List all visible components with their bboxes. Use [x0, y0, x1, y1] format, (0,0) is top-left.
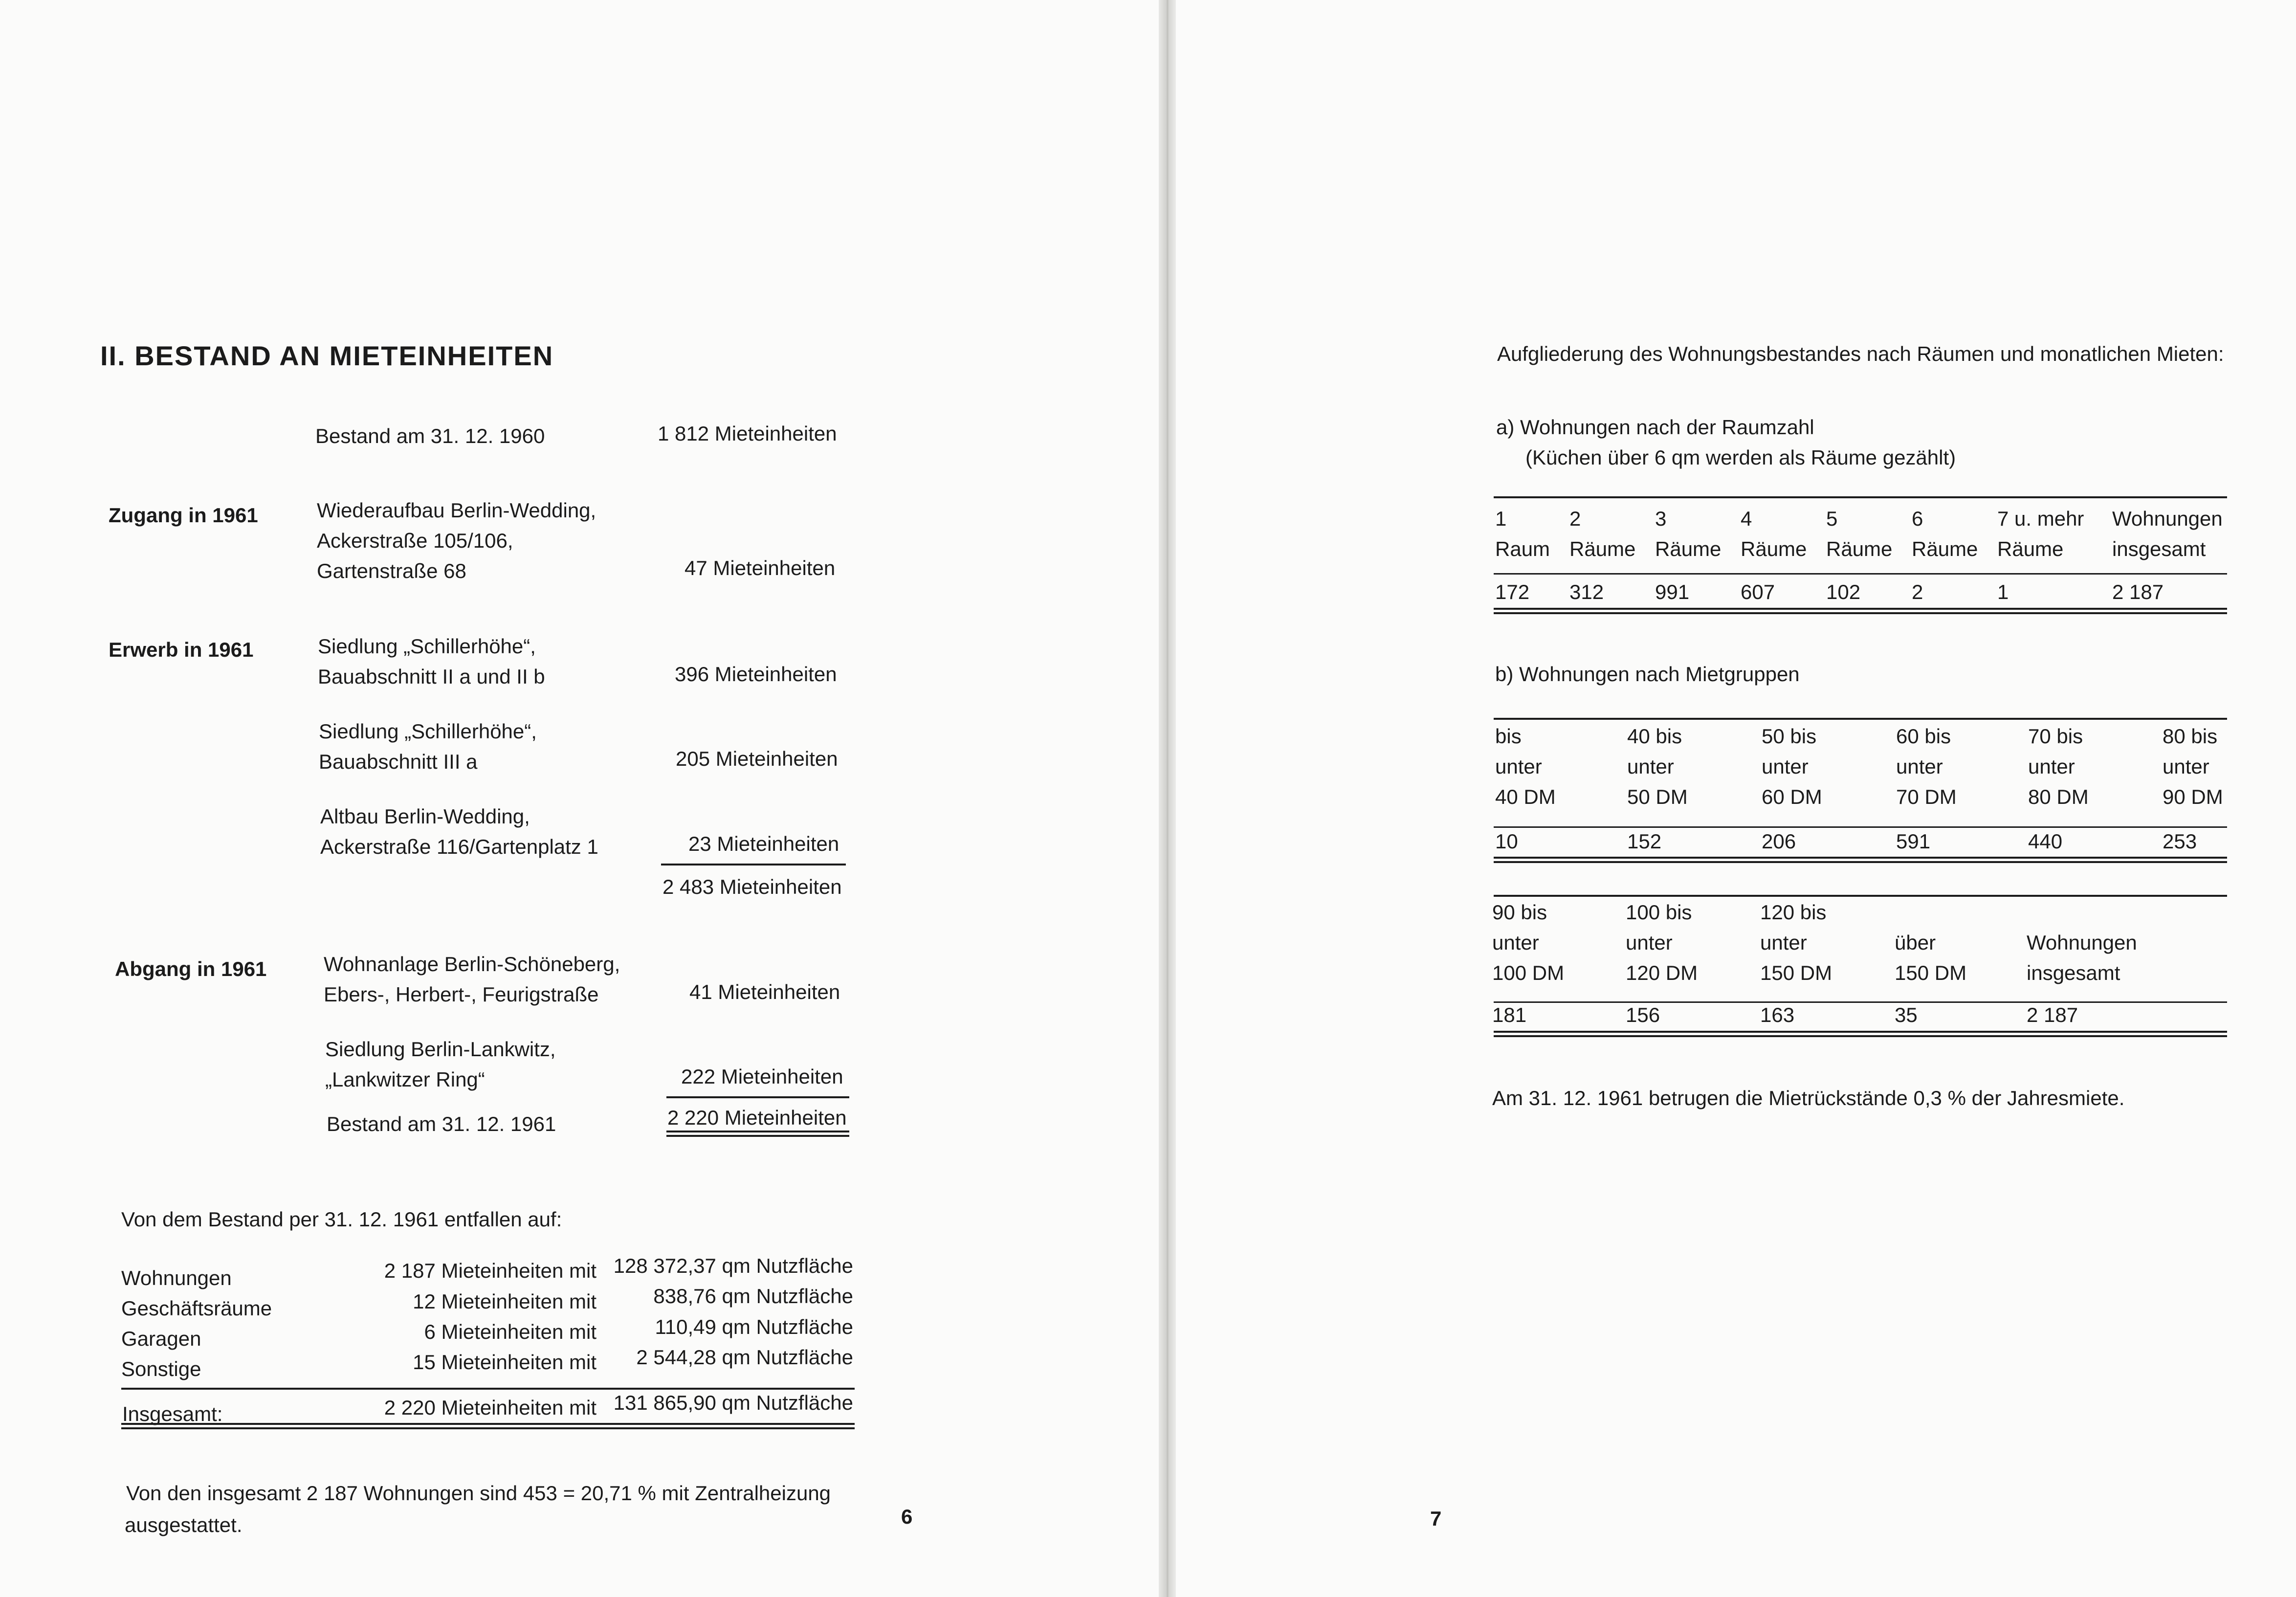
closing-balance-value: 2 220 Mieteinheiten [667, 1106, 847, 1129]
subtotal-rule [661, 864, 846, 865]
opening-balance-value: 1 812 Mieteinheiten [658, 422, 837, 445]
erwerb-item-2-line-2: Bauabschnitt III a [319, 750, 478, 773]
table-b2-mid-rule [1494, 1001, 2227, 1003]
table-b1-header: 40 bis unter 50 DM [1627, 725, 1688, 808]
table-b2-header: 120 bis unter 150 DM [1760, 901, 1832, 984]
breakdown-intro: Von dem Bestand per 31. 12. 1961 entfallen auf: [121, 1208, 562, 1231]
erwerb-item-3-line-2: Ackerstraße 116/Gartenplatz 1 [320, 835, 598, 858]
erwerb-item-1-line-1: Siedlung „Schillerhöhe“, [318, 635, 536, 658]
heating-note-line-2: ausgestattet. [125, 1513, 243, 1536]
erwerb-item-2-line-1: Siedlung „Schillerhöhe“, [319, 720, 537, 743]
table-a-value: 607 [1741, 580, 1775, 603]
zugang-value: 47 Mieteinheiten [684, 556, 836, 579]
table-b1-value: 591 [1896, 830, 1931, 853]
table-b1-value: 152 [1627, 830, 1662, 853]
table-a-value: 102 [1826, 580, 1861, 603]
total-top-rule [121, 1388, 855, 1390]
breakdown-units-wohnungen: 2 187 Mieteinheiten mit [384, 1259, 596, 1282]
total-double-rule [121, 1423, 855, 1429]
page-number-6: 6 [901, 1505, 913, 1528]
table-b1-header: 70 bis unter 80 DM [2028, 725, 2089, 808]
erwerb-item-3-value: 23 Mieteinheiten [688, 832, 839, 855]
table-b-title: b) Wohnungen nach Mietgruppen [1495, 663, 1800, 686]
table-b1-value: 10 [1495, 830, 1518, 853]
table-a-header: 6 Räume [1912, 507, 1978, 560]
total-label: Insgesamt: [122, 1402, 223, 1425]
heating-note-line-1: Von den insgesamt 2 187 Wohnungen sind 453 = 20,71 % mit Zentralheizung [126, 1482, 831, 1505]
zugang-line-3: Gartenstraße 68 [317, 559, 466, 582]
table-a-value: 312 [1569, 580, 1604, 603]
table-a-header: 2 Räume [1569, 507, 1636, 560]
total-area: 131 865,90 qm Nutzfläche [613, 1391, 853, 1414]
table-b1-mid-rule [1494, 826, 2227, 828]
right-page [1176, 0, 2296, 1597]
abgang-item-1-value: 41 Mieteinheiten [689, 980, 840, 1003]
abgang-item-2-value: 222 Mieteinheiten [681, 1065, 843, 1088]
table-b2-header: über 150 DM [1895, 931, 1967, 984]
table-b1-double-rule [1494, 857, 2227, 863]
table-b1-value: 253 [2163, 830, 2197, 853]
table-b1-header: bis unter 40 DM [1495, 725, 1556, 808]
table-b2-value: 181 [1492, 1003, 1527, 1026]
table-b1-header: 50 bis unter 60 DM [1762, 725, 1822, 808]
abgang-label: Abgang in 1961 [115, 957, 267, 980]
erwerb-item-1-value: 396 Mieteinheiten [675, 663, 837, 686]
breakdown-area-sonstige: 2 544,28 qm Nutzfläche [636, 1346, 853, 1369]
erwerb-item-2-value: 205 Mieteinheiten [676, 747, 838, 770]
table-b1-header: 80 bis unter 90 DM [2163, 725, 2223, 808]
abgang-item-1-line-2: Ebers-, Herbert-, Feurigstraße [324, 983, 599, 1006]
breakdown-units-sonstige: 15 Mieteinheiten mit [413, 1351, 596, 1374]
table-b2-value: 2 187 [2027, 1003, 2078, 1026]
table-b2-top-rule [1494, 895, 2227, 897]
breakdown-units-garagen: 6 Mieteinheiten mit [424, 1320, 596, 1343]
table-b2-value: 163 [1760, 1003, 1795, 1026]
rent-arrears-note: Am 31. 12. 1961 betrugen die Mietrückstände 0,3 % der Jahresmiete. [1492, 1087, 2125, 1109]
section-heading: II. BESTAND AN MIETEINHEITEN [100, 340, 554, 371]
opening-balance-label: Bestand am 31. 12. 1960 [315, 424, 545, 447]
breakdown-units-geschaeftsraeume: 12 Mieteinheiten mit [413, 1290, 596, 1313]
total-units: 2 220 Mieteinheiten mit [384, 1396, 596, 1419]
table-b2-header: Wohnungen insgesamt [2027, 931, 2137, 984]
table-a-mid-rule [1494, 573, 2227, 575]
table-b1-value: 440 [2028, 830, 2063, 853]
table-a-note: (Küchen über 6 qm werden als Räume gezählt) [1525, 446, 1956, 469]
erwerb-label: Erwerb in 1961 [109, 638, 254, 661]
table-a-header: 5 Räume [1826, 507, 1893, 560]
closing-rule [666, 1096, 849, 1098]
table-a-header: 3 Räume [1655, 507, 1722, 560]
table-a-value: 2 [1912, 580, 1923, 603]
erwerb-item-1-line-2: Bauabschnitt II a und II b [318, 665, 545, 688]
table-b2-value: 35 [1895, 1003, 1918, 1026]
breakdown-name-geschaeftsraeume: Geschäftsräume [121, 1297, 272, 1320]
table-a-header: 1 Raum [1495, 507, 1550, 560]
table-a-top-rule [1494, 496, 2227, 498]
page-number-7: 7 [1430, 1507, 1442, 1530]
breakdown-area-garagen: 110,49 qm Nutzfläche [655, 1315, 853, 1338]
breakdown-area-geschaeftsraeume: 838,76 qm Nutzfläche [653, 1285, 853, 1308]
table-b2-value: 156 [1626, 1003, 1660, 1026]
breakdown-name-wohnungen: Wohnungen [121, 1266, 232, 1289]
table-a-title: a) Wohnungen nach der Raumzahl [1496, 416, 1814, 439]
table-a-value: 991 [1655, 580, 1690, 603]
table-a-header: 4 Räume [1741, 507, 1807, 560]
breakdown-intro-right: Aufgliederung des Wohnungsbestandes nach Räumen und monatlichen Mieten: [1497, 342, 2224, 365]
zugang-line-2: Ackerstraße 105/106, [317, 529, 513, 552]
table-a-double-rule [1494, 608, 2227, 614]
abgang-item-2-line-2: „Lankwitzer Ring“ [325, 1068, 485, 1091]
table-b1-header: 60 bis unter 70 DM [1896, 725, 1957, 808]
table-b1-top-rule [1494, 718, 2227, 720]
closing-double-rule [666, 1131, 849, 1137]
breakdown-name-garagen: Garagen [121, 1327, 201, 1350]
breakdown-area-wohnungen: 128 372,37 qm Nutzfläche [613, 1254, 853, 1277]
closing-balance-label: Bestand am 31. 12. 1961 [327, 1112, 556, 1135]
zugang-line-1: Wiederaufbau Berlin-Wedding, [317, 499, 596, 522]
erwerb-subtotal: 2 483 Mieteinheiten [662, 875, 842, 898]
abgang-item-2-line-1: Siedlung Berlin-Lankwitz, [325, 1038, 556, 1061]
table-b2-header: 90 bis unter 100 DM [1492, 901, 1565, 984]
table-a-value: 2 187 [2112, 580, 2164, 603]
zugang-label: Zugang in 1961 [109, 504, 258, 527]
table-b2-header: 100 bis unter 120 DM [1626, 901, 1698, 984]
table-a-value: 172 [1495, 580, 1530, 603]
table-a-header: 7 u. mehr Räume [1997, 507, 2084, 560]
table-b2-double-rule [1494, 1031, 2227, 1037]
book-fold [1159, 0, 1176, 1597]
erwerb-item-3-line-1: Altbau Berlin-Wedding, [320, 805, 530, 828]
table-b1-value: 206 [1762, 830, 1796, 853]
abgang-item-1-line-1: Wohnanlage Berlin-Schöneberg, [324, 953, 620, 976]
table-a-header: Wohnungen insgesamt [2112, 507, 2223, 560]
breakdown-name-sonstige: Sonstige [121, 1357, 201, 1380]
table-a-value: 1 [1997, 580, 2009, 603]
